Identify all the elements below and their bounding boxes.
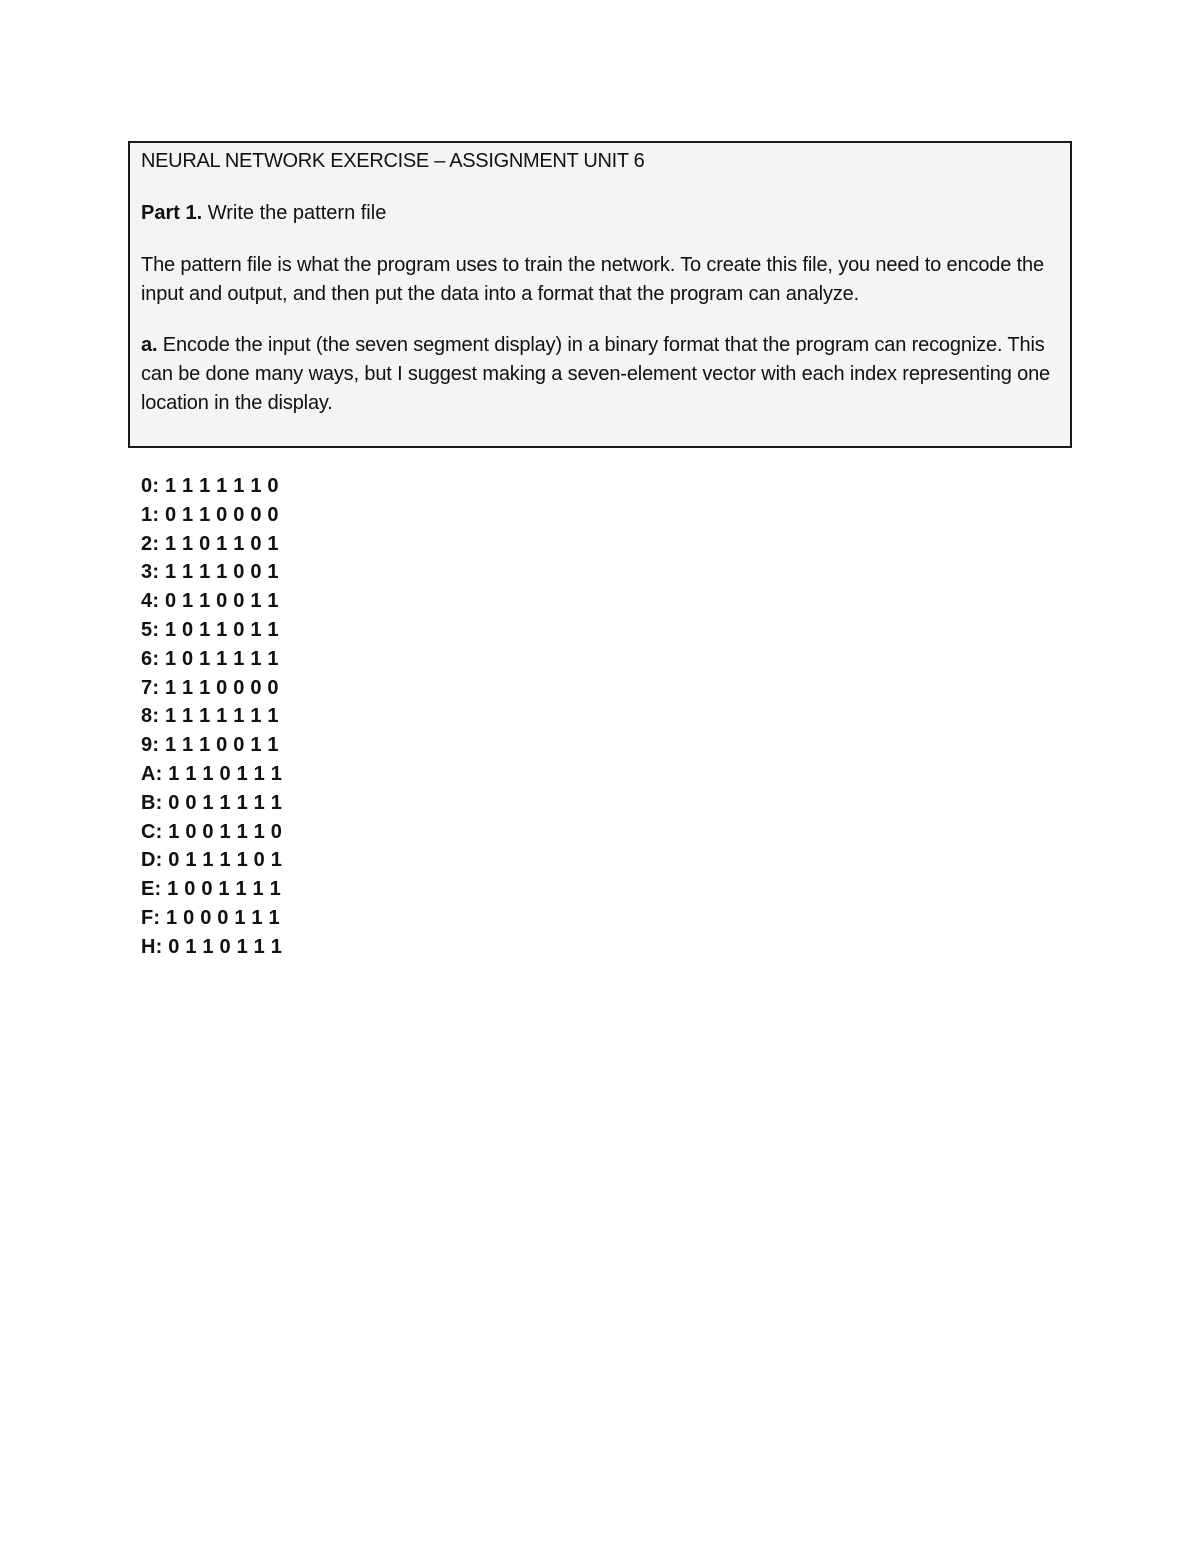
encoding-row: B: 0 0 1 1 1 1 1 — [141, 791, 283, 814]
encoding-row: 7: 1 1 1 0 0 0 0 — [141, 676, 279, 699]
encoding-row: 8: 1 1 1 1 1 1 1 — [141, 705, 279, 728]
encoding-row: 5: 1 0 1 1 0 1 1 — [141, 618, 279, 641]
step-a-text: Encode the input (the seven segment display) in a binary format that the program can recognize. This can be done many ways, but I suggest making a seven-element vector with each index representing one location in the display. — [141, 334, 1051, 414]
part-1-title-text: Write the pattern file — [202, 202, 387, 224]
step-a-paragraph — [141, 331, 1060, 418]
encoding-row: E: 1 0 0 1 1 1 1 — [141, 878, 281, 901]
part-1-title — [141, 199, 1060, 227]
intro-paragraph: The pattern file is what the program uses to train the network. To create this file, you need to encode the input and output, and then put the data into a format that the program can analyze. — [141, 254, 1044, 305]
encoding-row: 1: 0 1 1 0 0 0 0 — [141, 503, 279, 526]
encoding-row: 4: 0 1 1 0 0 1 1 — [141, 590, 279, 613]
encoding-row: A: 1 1 1 0 1 1 1 — [141, 762, 283, 785]
encoding-row: 0: 1 1 1 1 1 1 0 — [141, 475, 279, 497]
encoding-row: 3: 1 1 1 1 0 0 1 — [141, 561, 279, 584]
assignment-instructions-box — [128, 141, 1072, 448]
encoding-row: D: 0 1 1 1 1 0 1 — [141, 849, 283, 872]
part-1-label: Part 1. — [141, 202, 203, 224]
encoding-row: 9: 1 1 1 0 0 1 1 — [141, 734, 279, 757]
encoding-row: F: 1 0 0 0 1 1 1 — [141, 906, 280, 929]
encoding-row: H: 0 1 1 0 1 1 1 — [141, 935, 283, 958]
encoding-list — [141, 472, 282, 962]
step-a-label: a. — [141, 334, 158, 356]
assignment-heading: NEURAL NETWORK EXERCISE – ASSIGNMENT UNIT 6 — [141, 150, 645, 172]
encoding-row: 2: 1 1 0 1 1 0 1 — [141, 532, 279, 555]
encoding-row: C: 1 0 0 1 1 1 0 — [141, 820, 283, 843]
encoding-row: 6: 1 0 1 1 1 1 1 — [141, 647, 279, 670]
